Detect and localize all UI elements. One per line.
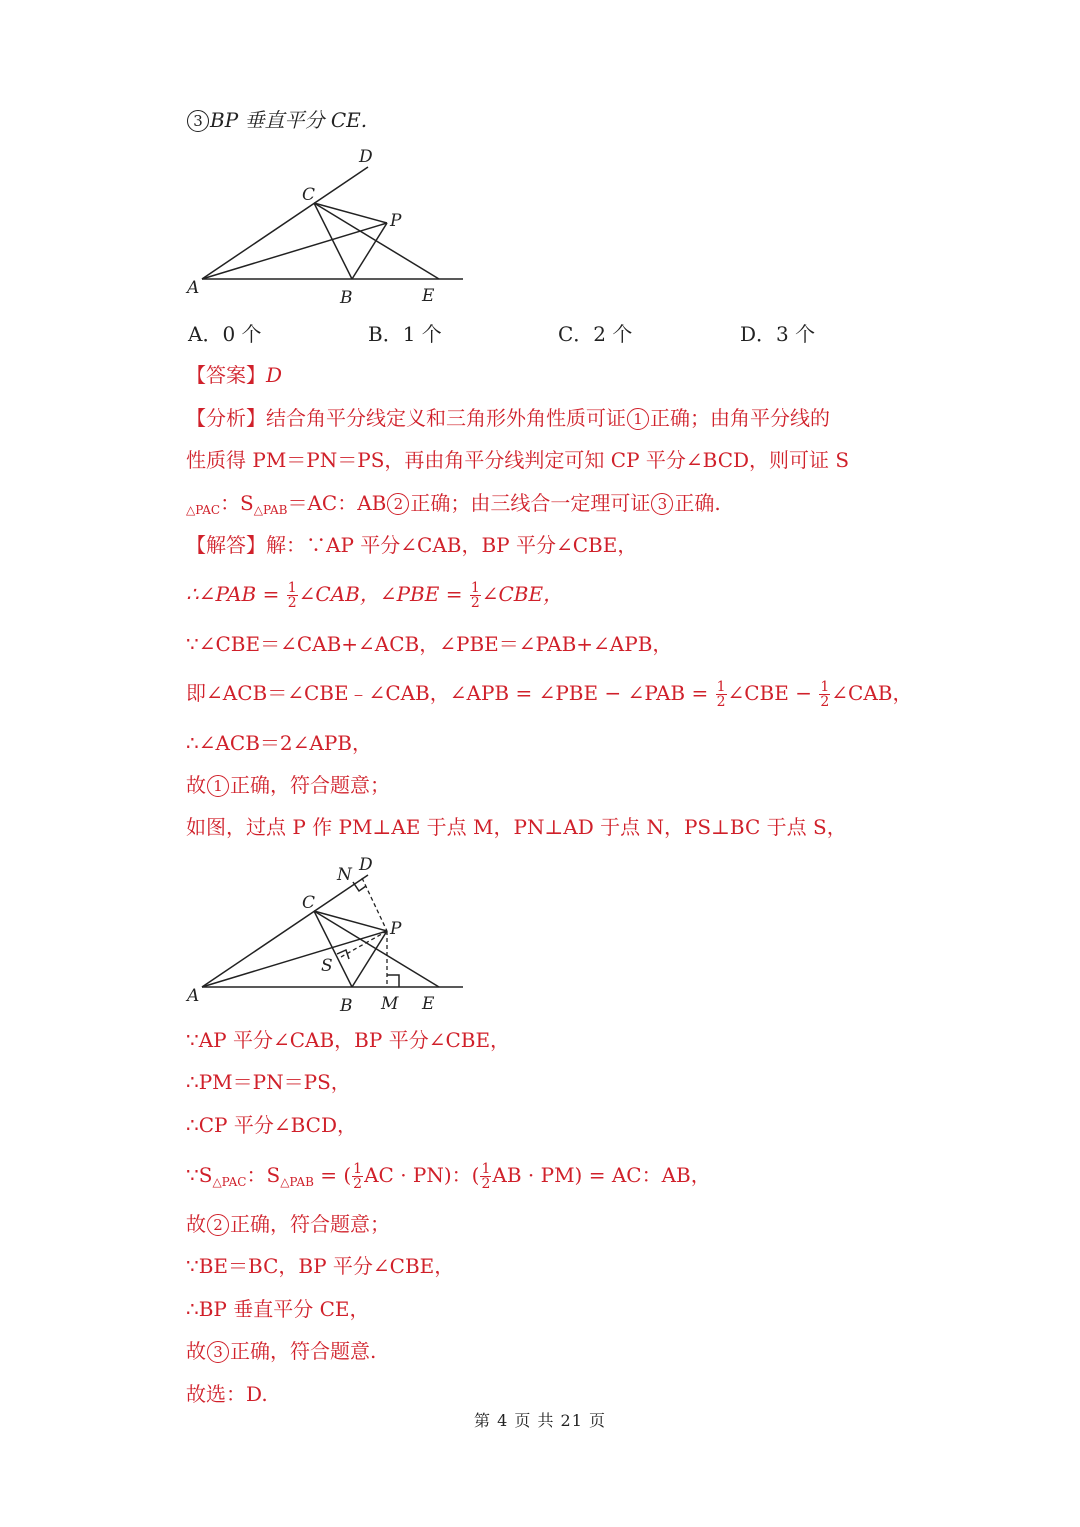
fig1-label-a: A: [187, 278, 200, 298]
solution-line-16: 故选：D.: [186, 1382, 268, 1406]
fig1-label-c: C: [302, 185, 316, 205]
fig2-label-n: N: [337, 865, 352, 885]
solution-line-2: [186, 580, 563, 610]
analysis-text: 正确.: [674, 491, 721, 515]
solution-text: = (: [320, 1163, 352, 1187]
fraction: $\frac{1}{2}$: [481, 1161, 491, 1192]
fig1-label-b: B: [340, 288, 353, 308]
solution-line-4: [186, 679, 912, 709]
fraction: $\frac{1}{2}$: [716, 679, 726, 710]
solution-text: 正确，符合题意.: [230, 1339, 377, 1363]
solution-line-5: ∴∠ACB＝2∠APB，: [186, 731, 373, 755]
solution-line-15: [186, 1337, 376, 1365]
page-footer: 第 4 页 共 21 页: [474, 1411, 606, 1430]
fig2-label-b: B: [340, 996, 353, 1016]
analysis-line-2: 性质得 PM＝PN＝PS，再由角平分线判定可知 CP 平分∠BCD，则可证 S: [186, 448, 850, 472]
solution-line-14: ∴BP 垂直平分 CE，: [186, 1297, 370, 1321]
solution-text: 故: [186, 773, 206, 797]
fraction: $\frac{1}{2}$: [287, 580, 297, 611]
circled-number: 1: [207, 775, 229, 797]
solution-line-8: ∵AP 平分∠CAB，BP 平分∠CBE，: [186, 1028, 511, 1052]
fig2-label-s: S: [321, 956, 333, 976]
solution-text: ∵S: [186, 1163, 213, 1187]
solution-text: 正确，符合题意；: [230, 773, 390, 797]
fraction: $\frac{1}{2}$: [470, 580, 480, 611]
solution-line-12: [186, 1210, 390, 1238]
circled-number: 3: [207, 1341, 229, 1363]
solution-text: AC · PN)：(: [364, 1163, 480, 1187]
statement-3-text: BP 垂直平分 CE.: [210, 108, 368, 132]
fig1-label-e: E: [422, 286, 435, 306]
subscript: △PAB: [280, 1175, 314, 1189]
solution-line-9: ∴PM＝PN＝PS，: [186, 1070, 351, 1094]
analysis-text: 结合角平分线定义和三角形外角性质可证: [266, 406, 626, 430]
answer-line: [186, 361, 282, 389]
circled-number: 2: [207, 1214, 229, 1236]
solution-text: ∠CBE，: [481, 582, 564, 606]
fig2-label-a: A: [187, 986, 200, 1006]
analysis-text: 正确；由三线合一定理可证: [410, 491, 651, 515]
solution-text: 解：∵AP 平分∠CAB，BP 平分∠CBE，: [266, 533, 638, 557]
figure-2: [180, 848, 480, 1023]
subscript: △PAC: [186, 503, 221, 517]
fig2-label-c: C: [302, 893, 316, 913]
solution-text: 故: [186, 1212, 206, 1236]
solution-line-11: [186, 1161, 711, 1196]
option-c: C．2 个: [558, 322, 633, 346]
figure-1: [180, 140, 480, 315]
solution-text: ：S: [246, 1163, 281, 1187]
fraction: $\frac{1}{2}$: [820, 679, 830, 710]
fig2-label-p: P: [390, 919, 402, 939]
option-b: B．1 个: [368, 322, 442, 346]
solution-line-1: [186, 531, 637, 559]
solution-text: ∠CBE −: [727, 681, 812, 705]
analysis-text: 正确；由角平分线的: [650, 406, 830, 430]
solution-text: 即∠ACB＝∠CBE﹣∠CAB，∠APB = ∠PBE − ∠PAB =: [186, 681, 709, 705]
answer-value: D: [266, 363, 283, 387]
subscript: △PAC: [212, 1175, 247, 1189]
solution-text: ∠CAB，∠PBE =: [298, 582, 463, 606]
solution-line-3: ∵∠CBE＝∠CAB+∠ACB，∠PBE＝∠PAB+∠APB，: [186, 632, 673, 656]
solution-text: 正确，符合题意；: [230, 1212, 390, 1236]
fig1-label-d: D: [359, 147, 373, 167]
analysis-line-1: [186, 404, 830, 432]
analysis-line-3: [186, 489, 721, 524]
solution-line-7: 如图，过点 P 作 PM⊥AE 于点 M，PN⊥AD 于点 N，PS⊥BC 于点 S，: [186, 815, 847, 839]
subscript: △PAB: [253, 503, 288, 517]
solution-line-10: ∴CP 平分∠BCD，: [186, 1113, 358, 1137]
circled-number: 3: [651, 493, 673, 515]
fig2-label-m: M: [381, 994, 399, 1014]
solution-text: ∠CAB，: [831, 681, 913, 705]
analysis-text: ＝AC：AB: [287, 491, 387, 515]
solution-line-13: ∵BE＝BC，BP 平分∠CBE，: [186, 1254, 455, 1278]
circled-number: 1: [627, 408, 649, 430]
fig1-label-p: P: [390, 211, 402, 231]
option-a: A．0 个: [188, 322, 262, 346]
solution-text: ∴∠PAB =: [186, 582, 280, 606]
circled-number: 2: [387, 493, 409, 515]
solution-line-6: [186, 771, 390, 799]
fraction: $\frac{1}{2}$: [353, 1161, 363, 1192]
analysis-tag: 【分析】: [186, 406, 266, 430]
analysis-text: ：S: [220, 491, 254, 515]
option-d: D．3 个: [740, 322, 816, 346]
circled-number: 3: [187, 110, 209, 132]
answer-tag: 【答案】: [186, 363, 266, 387]
statement-3: [186, 106, 367, 134]
solution-tag: 【解答】: [186, 533, 266, 557]
fig2-label-e: E: [422, 994, 435, 1014]
solution-text: AB · PM) = AC：AB，: [492, 1163, 711, 1187]
solution-text: 故: [186, 1339, 206, 1363]
fig2-label-d: D: [359, 855, 373, 875]
